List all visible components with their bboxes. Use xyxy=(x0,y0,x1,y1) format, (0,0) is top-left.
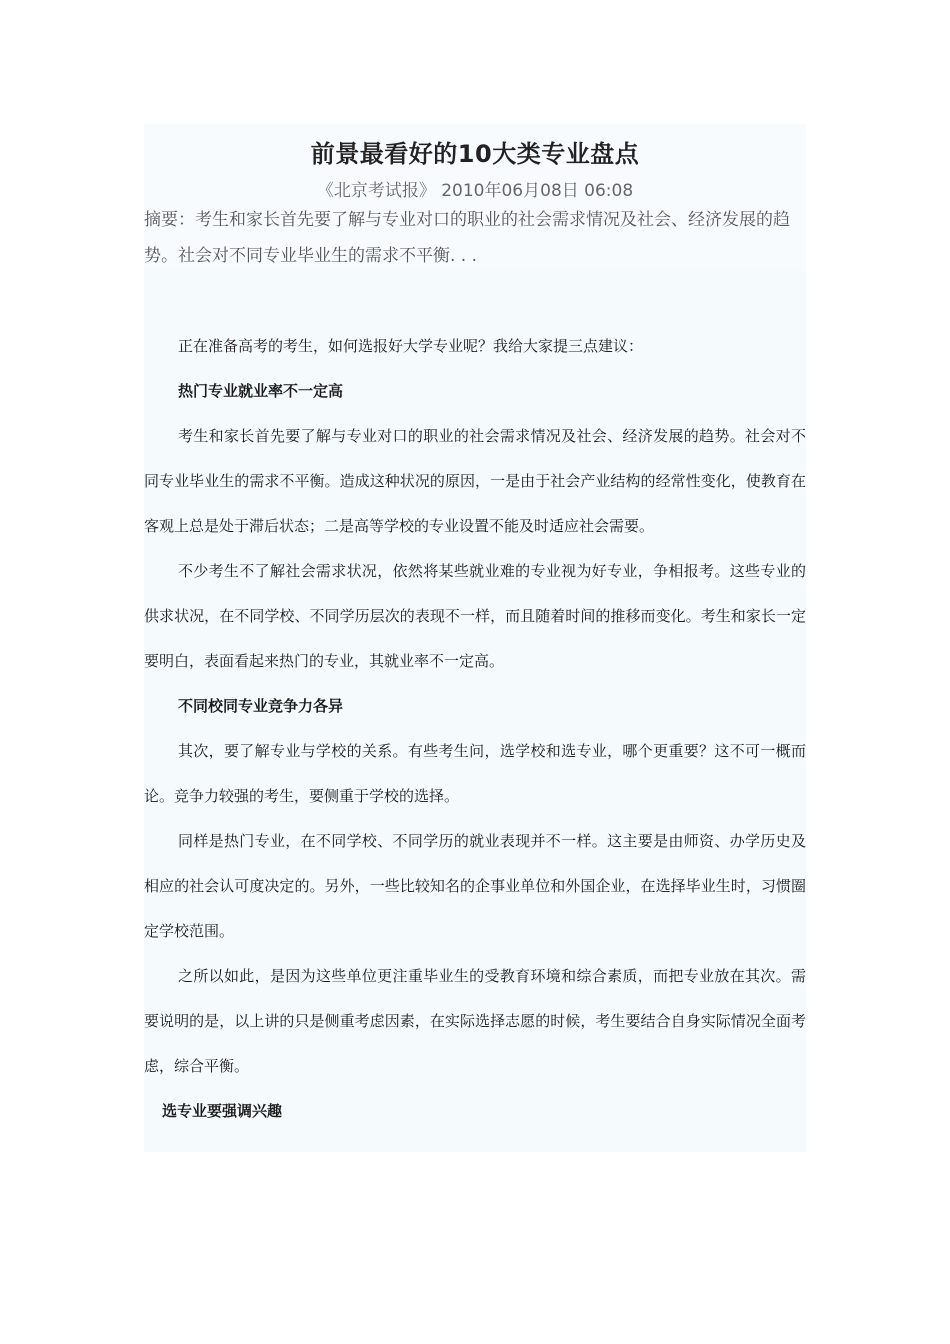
article-body xyxy=(144,324,806,1134)
section-heading: 选专业要强调兴趣 xyxy=(162,1102,283,1120)
paragraph: 同样是热门专业，在不同学校、不同学历的就业表现并不一样。这主要是由师资、办学历史及相应的社会认可度决定的。另外，一些比较知名的企事业单位和外国企业，在选择毕业生时，习惯圈定学校范围。 xyxy=(144,832,806,940)
section-heading: 不同校同专业竞争力各异 xyxy=(178,697,344,715)
paragraph: 之所以如此，是因为这些单位更注重毕业生的受教育环境和综合素质，而把专业放在其次。需要说明的是，以上讲的只是侧重考虑因素，在实际选择志愿的时候，考生要结合自身实际情况全面考虑，综合平衡。 xyxy=(144,967,806,1075)
paragraph: 考生和家长首先要了解与专业对口的职业的社会需求情况及社会、经济发展的趋势。社会对不同专业毕业生的需求不平衡。造成这种状况的原因，一是由于社会产业结构的经常性变化，使教育在客观上总是处于滞后状态；二是高等学校的专业设置不能及时适应社会需要。 xyxy=(144,427,806,535)
section-heading: 热门专业就业率不一定高 xyxy=(178,382,344,400)
article-title: 前景最看好的10大类专业盘点 xyxy=(310,140,640,168)
paragraph: 正在准备高考的考生，如何选报好大学专业呢？我给大家提三点建议： xyxy=(178,337,644,355)
article-container xyxy=(144,124,806,1152)
article-header xyxy=(144,124,806,270)
paragraph: 其次，要了解专业与学校的关系。有些考生问，选学校和选专业，哪个更重要？这不可一概而论。竞争力较强的考生，要侧重于学校的选择。 xyxy=(144,742,806,805)
article-abstract: 摘要：考生和家长首先要了解与专业对口的职业的社会需求情况及社会、经济发展的趋势。社会对不同专业毕业生的需求不平衡. . . xyxy=(144,210,790,266)
paragraph: 不少考生不了解社会需求状况，依然将某些就业难的专业视为好专业，争相报考。这些专业的供求状况，在不同学校、不同学历层次的表现不一样，而且随着时间的推移而变化。考生和家长一定要明白，表面看起来热门的专业，其就业率不一定高。 xyxy=(144,562,806,670)
article-source: 《北京考试报》 2010年06月08日 06:08 xyxy=(316,181,634,201)
